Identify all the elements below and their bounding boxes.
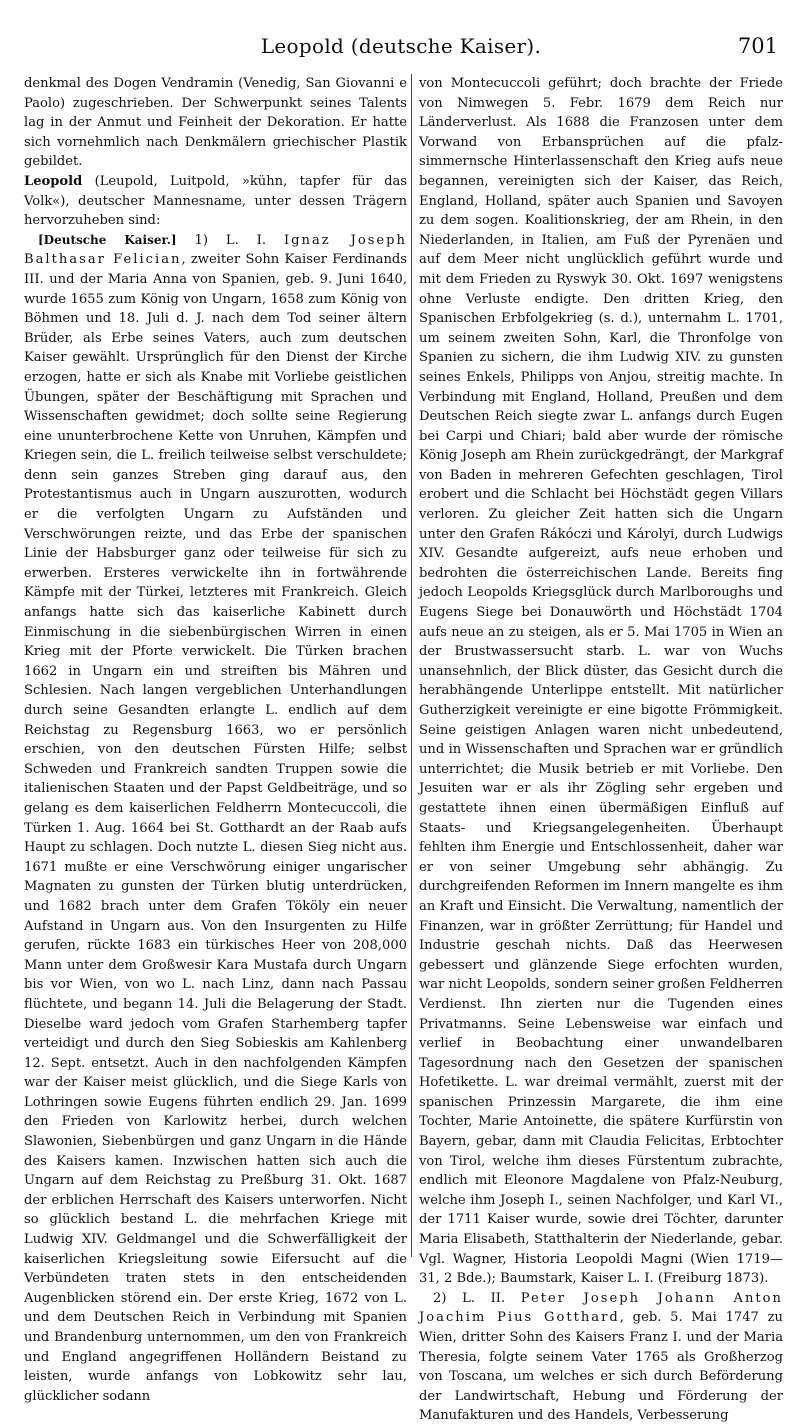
full-name: Peter Joseph Johann Anton Joachim Pius Gotthard xyxy=(419,1290,783,1326)
entry-leopold-i xyxy=(24,231,407,1407)
entry-leopold-ii xyxy=(419,1289,783,1426)
entry-number: 2) L. II. xyxy=(433,1290,521,1306)
right-column xyxy=(419,74,783,1424)
left-column xyxy=(24,74,407,1404)
entry-number: 1) L. I. xyxy=(176,232,284,248)
headword: Leopold xyxy=(24,173,83,189)
full-name: Ignaz Joseph Balthasar Felician xyxy=(24,232,407,268)
paragraph-continuation: von Montecuccoli geführt; doch brachte der Friede von Nimwegen 5. Febr. 1679 dem Reich nur Länderverlust. Als 1688 die Franzosen unter dem Vorwand von Erbansprüchen auf die pfalz-simmernsche Hinterlassenschaft den Krieg aufs neue begannen, vereinigten sich der Kaiser, das Reich, England, Holland, später auch Spanien und Savoyen zu dem sogen. Koalitionskrieg, der am Rhein, in den Niederlanden, in Italien, am Fuß der Pyrenäen und auf dem Meer nicht unglücklich geführt wurde und mit dem Frieden zu Ryswyk 30. Okt. 1697 wenigstens ohne Verluste endigte. Den dritten Krieg, den Spanischen Erbfolgekrieg (s. d.), unternahm L. 1701, um seinem zweiten Sohn, Karl, die Thronfolge von Spanien zu sichern, die ihm Ludwig XIV. zu gunsten seines Enkels, Philipps von Anjou, streitig machte. In Verbindung mit England, Holland, Preußen und dem Deutschen Reich siegte zwar L. anfangs durch Eugen bei Carpi und Chiari; bald aber wurde der römische König Joseph am Rhein zurückgedrängt, der Markgraf von Baden in mehreren Gefechten geschlagen, Tirol erobert und die Schlacht bei Höchstädt gegen Villars verloren. Zu gleicher Zeit hatten sich die Ungarn unter den Grafen Rákóczi und Károlyi, durch Ludwigs XIV. Gesandte aufgereizt, aufs neue erhoben und bedrohten die österreichischen Lande. Bereits fing jedoch Leopolds Kriegsglück durch Marlboroughs und Eugens Siege bei Donauwörth und Höchstädt 1704 aufs neue an zu steigen, als er 5. Mai 1705 in Wien an der Brustwassersucht starb. L. war von Wuchs unansehnlich, der Blick düster, das Gesicht durch die herabhängende Unterlippe entstellt. Mit natürlicher Gutherzigkeit vereinigte er eine bigotte Frömmigkeit. Seine geistigen Anlagen waren nicht unbedeutend, und in Wissenschaften und Sprachen war er gründlich unterrichtet; die Musik betrieb er mit Vorliebe. Den Jesuiten war er als ihr Zögling sehr ergeben und gestattete ihnen einen übermäßigen Einfluß auf Staats- und Kriegsangelegenheiten. Überhaupt fehlten ihm Energie und Entschlossenheit, daher war er von seiner Umgebung sehr abhängig. Zu durchgreifenden Reformen im Innern mangelte es ihm an Kraft und Einsicht. Die Verwaltung, namentlich der Finanzen, war in größter Zerrüttung; für Handel und Industrie geschah nichts. Daß das Heerwesen gebessert und glänzende Siege erfochten wurden, war nicht Leopolds, sondern seiner großen Feldherren Verdienst. Ihn zierten nur die Tugenden eines Privatmanns. Seine Lebensweise war einfach und verlief in Beobachtung einer unwandelbaren Tagesordnung nach den Gesetzen der spanischen Hofetikette. L. war dreimal vermählt, zuerst mit der spanischen Prinzessin Margarete, die ihm eine Tochter, Marie Antoinette, die spätere Kurfürstin von Bayern, gebar, dann mit Claudia Felicitas, Erbtochter von Tirol, welche ihm dieses Fürstentum zubrachte, endlich mit Eleonore Magdalene von Pfalz-Neuburg, welche ihm Joseph I., seinen Nachfolger, und Karl VI., der 1711 Kaiser wurde, sowie drei Töchter, darunter Maria Elisabeth, Statthalterin der Niederlande, gebar. Vgl. Wagner, Historia Leopoldi Magni (Wien 1719—31, 2 Bde.); Baumstark, Kaiser L. I. (Freiburg 1873). xyxy=(419,76,783,1287)
paragraph-continuation: denkmal des Dogen Vendramin (Venedig, San Giovanni e Paolo) zugeschrieben. Der Schwerpunkt seines Talents lag in der Anmut und Feinheit der Dekoration. Er hatte sich vornehmlich nach Denkmälern griechischer Plastik gebildet. xyxy=(24,76,407,170)
page-header xyxy=(24,34,778,64)
text-columns xyxy=(24,74,783,1424)
entry-text: , zweiter Sohn Kaiser Ferdinands III. und der Maria Anna von Spanien, geb. 9. Juni 1640, wurde 1655 zum König von Ungarn, 1658 zum König von Böhmen und 18. Juli d. J. nach dem Tod seiner ältern Brüder, als Erbe seines Vaters, auch zum deutschen Kaiser gewählt. Ursprünglich für den Dienst der Kirche erzogen, hatte er sich als Knabe mit Vorliebe geistlichen Übungen, später der Beschäftigung mit Sprachen und Wissenschaften gewidmet; doch sollte seine Regierung eine ununterbrochene Kette von Unruhen, Kämpfen und Kriegen sein, die L. freilich teilweise selbst verschuldete; denn sein ganzes Streben ging darauf aus, den Protestantismus auch in Ungarn auszurotten, wodurch er die verfolgten Ungarn zu Aufständen und Verschwörungen reizte, und das Erbe der spanischen Linie der Habsburger ganz oder teilweise für sich zu erwerben. Ersteres verwickelte ihn in fortwährende Kämpfe mit der Türkei, letzteres mit Frankreich. Gleich anfangs hatte sich das kaiserliche Kabinett durch Einmischung in die siebenbürgischen Wirren in einen Krieg mit der Pforte verwickelt. Die Türken brachen 1662 in Ungarn ein und streiften bis Mähren und Schlesien. Nach langen vergeblichen Unterhandlungen durch seine Gesandten erlangte L. endlich auf dem Reichstag zu Regensburg 1663, wo er persönlich erschien, von den deutschen Fürsten Hilfe; selbst Schweden und Frankreich sandten Truppen sowie die italienischen Staaten und der Papst Geldbeiträge, und so gelang es dem kaiserlichen Feldherrn Montecuccoli, die Türken 1. Aug. 1664 bei St. Gotthardt an der Raab aufs Haupt zu schlagen. Doch nutzte L. diesen Sieg nicht aus. 1671 mußte er eine Verschwörung einiger ungarischer Magnaten zu gunsten der Türken blutig unterdrücken, und 1682 brach unter dem Grafen Tököly ein neuer Aufstand in Ungarn aus. Von den Insurgenten zu Hilfe gerufen, rückte 1683 ein türkisches Heer von 208,000 Mann unter dem Großwesir Kara Mustafa durch Ungarn bis vor Wien, von wo L. nach Linz, dann nach Passau flüchtete, und begann 14. Juli die Belagerung der Stadt. Dieselbe ward jedoch vom Grafen Starhemberg tapfer verteidigt und durch den Sieg Sobieskis am Kahlenberg 12. Sept. entsetzt. Auch in den nachfolgenden Kämpfen war der Kaiser meist glücklich, und die Siege Karls von Lothringen sowie Eugens führten endlich 29. Jan. 1699 den Frieden von Karlowitz herbei, durch welchen Slawonien, Siebenbürgen und ganz Ungarn in die Hände des Kaisers kamen. Inzwischen hatten sich auch die Ungarn auf dem Reichstag zu Preßburg 31. Okt. 1687 der erblichen Herrschaft des Kaisers unterworfen. Nicht so glücklich bestand L. die mehrfachen Kriege mit Ludwig XIV. Geldmangel und die Schwerfälligkeit der kaiserlichen Kriegsleitung sowie Eifersucht auf die Verbündeten traten stets in den entscheidenden Augenblicken störend ein. Der erste Krieg, 1672 von L. und dem Deutschen Reich in Verbindung mit Spanien und Brandenburg unternommen, um den von Frankreich und England angegriffenen Holländern Beistand zu leisten, wurde anfangs von Lobkowitz sehr lau, glücklicher sodann xyxy=(24,252,407,1404)
entry-text: , geb. 5. Mai 1747 zu Wien, dritter Sohn des Kaisers Franz I. und der Maria Theresia, folgte seinem Vater 1765 als Großherzog von Toscana, um welches er sich durch Beförderung der Landwirtschaft, Hebung und Förderung der Manufakturen und des Handels, Verbesserung xyxy=(419,1310,783,1424)
entry-text: (Leupold, Luitpold, »kühn, tapfer für das Volk«), deutscher Mannesname, unter dessen Trägern hervorzuheben sind: xyxy=(24,173,407,229)
section-label: [Deutsche Kaiser.] xyxy=(38,232,177,247)
entry-leopold xyxy=(24,172,407,231)
running-title: Leopold (deutsche Kaiser). xyxy=(260,34,542,58)
page-number: 701 xyxy=(737,34,778,58)
